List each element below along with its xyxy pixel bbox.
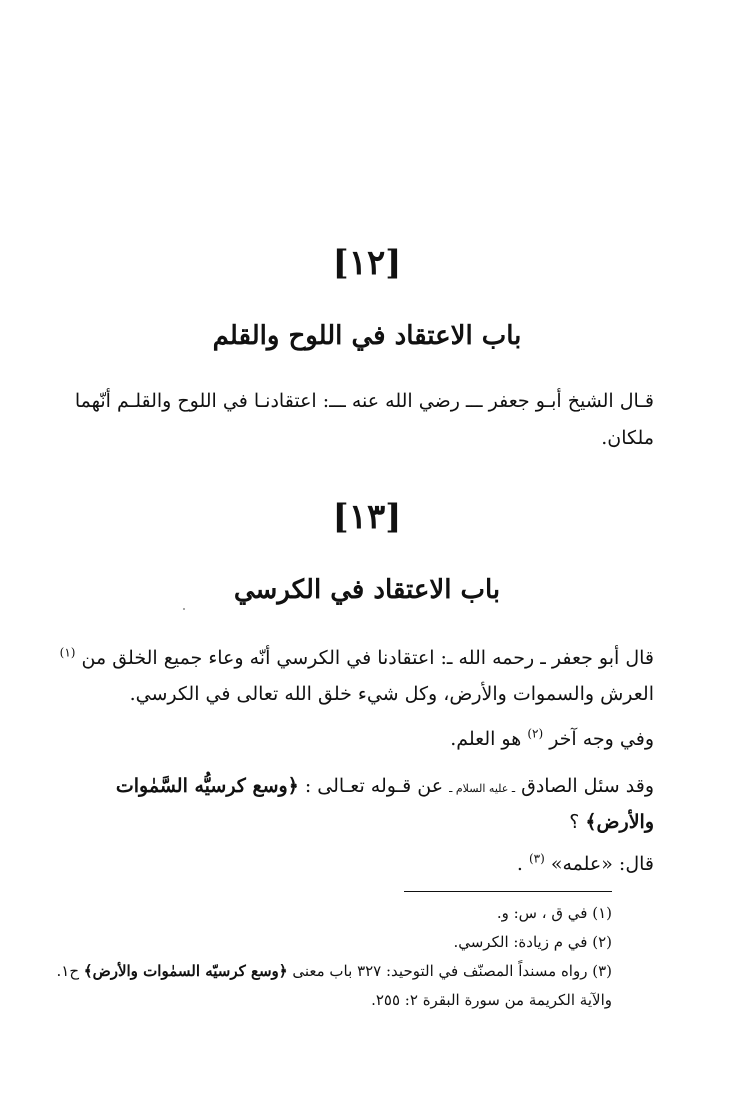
footnote-1: (١) في ق ، س: و. [496, 904, 612, 922]
footnote-ref-2: (٢) [527, 726, 544, 741]
chapter-13-p4-text-a: قال: «علمه» [550, 853, 654, 875]
chapter-12-text-line-2: ملكان. [601, 427, 654, 449]
footnote-ref-3: (٣) [528, 851, 545, 866]
chapter-13-p1-text-a: قال أبو جعفر ـ رحمه الله ـ: اعتقادنا في الكرسي أنّه وعاء جميع الخلق من [81, 647, 654, 669]
footnote-3-text-a: (٣) رواه مسنداً المصنّف في التوحيد: ٣٢٧ باب معنى [292, 962, 612, 980]
chapter-12-number: [١٢] [332, 243, 402, 283]
footnote-3-text-b: ح١. [56, 962, 80, 980]
footnote-3-verse: ﴿وسع كرسيّه السمٰوات والأرض﴾ [83, 962, 288, 980]
footnotes-section [56, 899, 612, 1015]
chapter-12-paragraph-line-1 [52, 380, 654, 422]
chapter-13-p2-text-a: وفي وجه آخر [549, 728, 654, 750]
chapter-13-number: [١٣] [332, 497, 402, 537]
chapter-13-p1-text-b: العرش والسموات والأرض، وكل شيء خلق الله تعالى في الكرسي. [129, 683, 654, 705]
chapter-13-title: باب الاعتقاد في الكرسي [233, 575, 501, 605]
chapter-13-paragraph-2 [52, 718, 654, 760]
chapter-13-p2-text-b: هو العلم. [450, 728, 522, 750]
chapter-13-p4-text-b: . [516, 853, 523, 875]
footnote-ref-1: (١) [59, 645, 76, 660]
chapter-13-p3-honorific: ـ عليه السلام ـ [449, 782, 516, 795]
footnote-3-line-2: والآية الكريمة من سورة البقرة ٢: ٢٥٥. [371, 991, 612, 1009]
chapter-13-p3-verse-b: والأرض﴾ [585, 811, 654, 833]
chapter-13-p3-text-c: ؟ [569, 811, 580, 833]
chapter-13-p3-text-b: عن قـوله تعـالى : [304, 775, 444, 797]
chapter-13-p3-text-a: وقد سئل الصادق [521, 775, 654, 797]
chapter-13-paragraph-1-line-2 [52, 673, 654, 715]
chapter-12-title: باب الاعتقاد في اللوح والقلم [212, 321, 522, 351]
stray-mark [183, 608, 185, 610]
chapter-13-paragraph-4 [52, 843, 654, 885]
chapter-12-paragraph-line-2 [52, 417, 654, 459]
footnote-3-line-1 [56, 957, 612, 986]
footnote-divider [404, 891, 612, 892]
chapter-12-text-line-1: قـال الشيخ أبـو جعفر ـــ رضي الله عنه ـــ: اعتقادنـا في اللوح والقلـم أنّهما [74, 390, 654, 412]
chapter-13-paragraph-3-line-2 [52, 801, 654, 843]
footnote-2: (٢) في م زيادة: الكرسي. [453, 933, 612, 951]
chapter-13-p3-verse-a: ﴿وسع كرسيُّه السَّمٰوات [115, 775, 299, 797]
